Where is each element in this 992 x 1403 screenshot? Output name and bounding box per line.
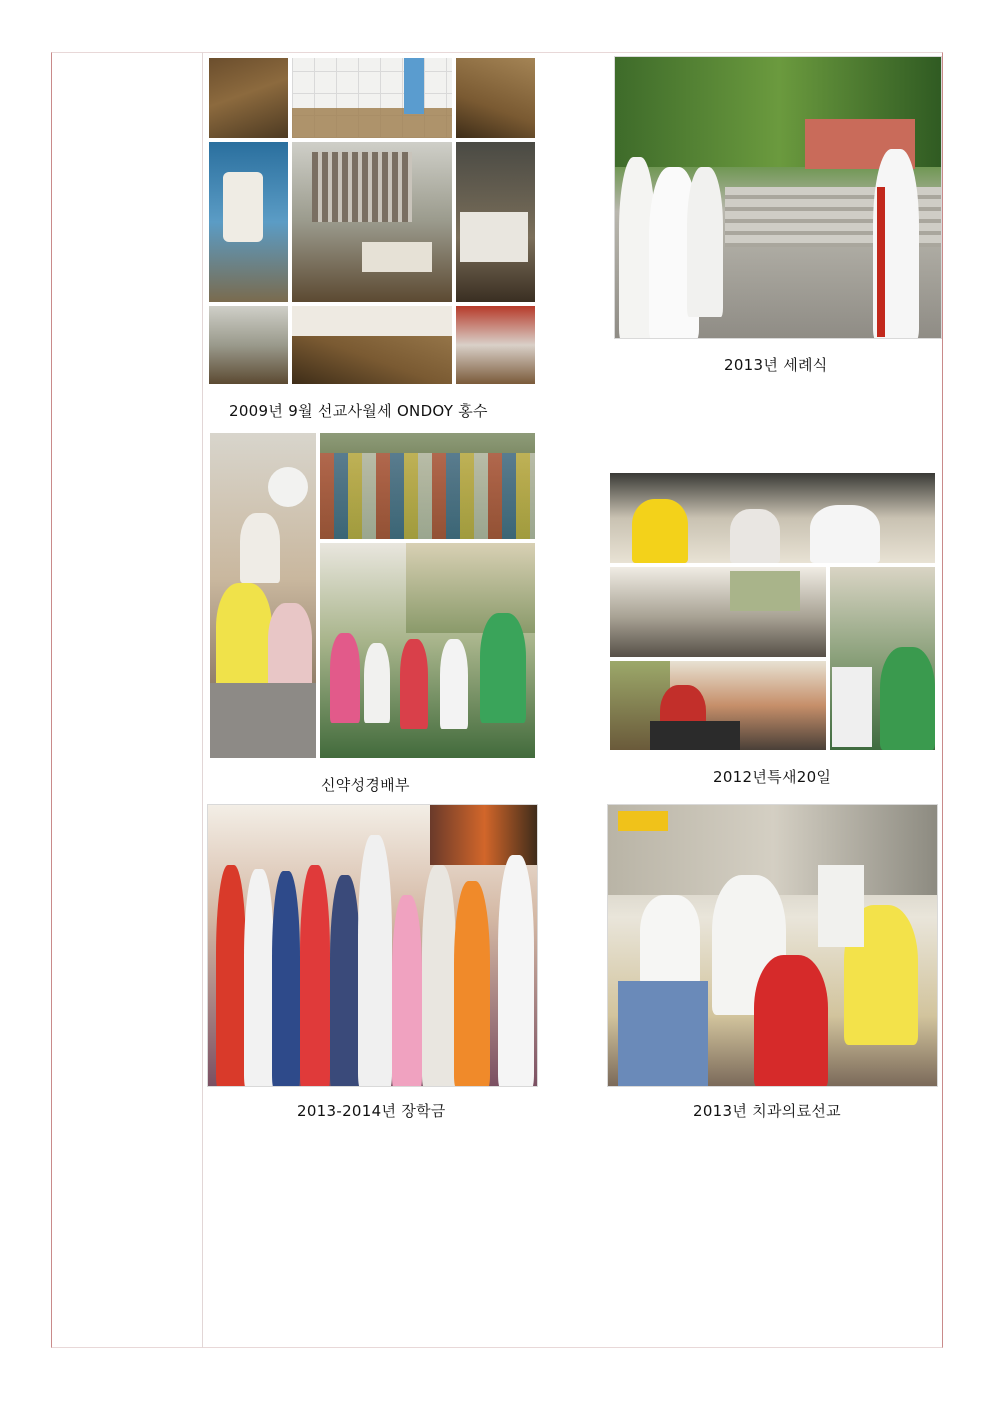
prayer-tile xyxy=(610,567,826,657)
prayer-tile xyxy=(610,661,826,750)
baptism-photo xyxy=(614,56,942,339)
prayer-tile xyxy=(830,567,935,750)
scholarship-caption: 2013-2014년 장학금 xyxy=(297,1102,446,1120)
flood-tile xyxy=(292,58,452,138)
prayer-tile xyxy=(610,473,935,563)
bible-tile xyxy=(320,433,535,539)
flood-tile xyxy=(456,306,535,384)
dental-mission-photo xyxy=(607,804,938,1087)
column-divider xyxy=(202,52,203,1348)
scholarship-photo xyxy=(207,804,538,1087)
flood-tile xyxy=(209,306,288,384)
bible-distribution-photo xyxy=(210,433,535,758)
bible-distribution-caption: 신약성경배부 xyxy=(321,776,410,794)
flood-tile xyxy=(292,306,452,384)
bible-tile xyxy=(320,543,535,758)
bible-tile xyxy=(210,433,316,758)
flood-tile xyxy=(456,58,535,138)
flood-tile xyxy=(292,142,452,302)
flood-tile xyxy=(209,58,288,138)
flood-photo-collage xyxy=(209,58,535,384)
special-prayer-caption: 2012년특새20일 xyxy=(713,768,832,786)
flood-tile xyxy=(209,142,288,302)
flood-tile xyxy=(456,142,535,302)
baptism-caption: 2013년 세례식 xyxy=(724,356,828,374)
special-prayer-photo-collage xyxy=(610,473,935,750)
flood-caption: 2009년 9월 선교사월세 ONDOY 홍수 xyxy=(229,402,488,420)
dental-mission-caption: 2013년 치과의료선교 xyxy=(693,1102,841,1120)
